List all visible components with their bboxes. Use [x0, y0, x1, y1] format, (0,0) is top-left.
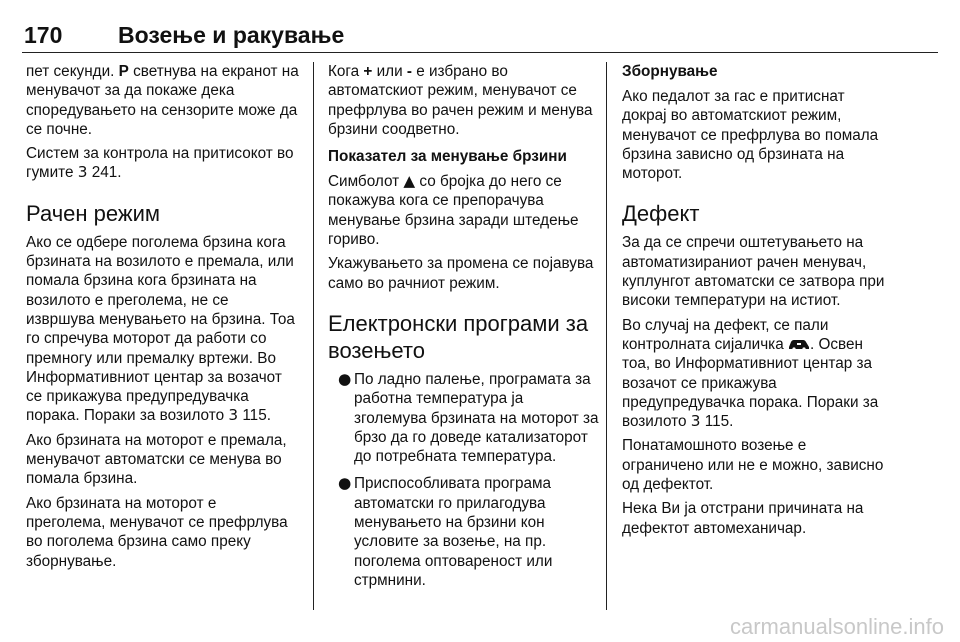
heading-manual-mode: Рачен режим — [26, 200, 161, 226]
page-reference-icon: 3 — [690, 412, 701, 431]
paragraph-indicator-note: Укажувањето за промена се појавува само во рачниот режим. — [328, 255, 594, 292]
bullet-icon: ● — [338, 369, 352, 388]
paragraph-plus-minus — [328, 62, 600, 139]
page-reference-link[interactable]: 241. — [91, 164, 122, 182]
text: или — [372, 63, 407, 80]
paragraph-kickdown: Ако педалот за гас е притиснат докрај во автоматскиот режим, менувачот се префрлува во помала брзина зависно од брзината на моторот. — [622, 88, 879, 183]
column-3 — [622, 62, 892, 543]
page-header — [22, 22, 938, 53]
car-wrench-warning-icon — [788, 337, 810, 350]
paragraph-limited-driving: Понатамошното возење е ограничено или не е можно, зависно од дефектот. — [622, 437, 884, 494]
paragraph-low-rpm: Ако брзината на моторот е премала, менувачот автоматски се менува во помала брзина. — [26, 431, 287, 488]
paragraph-gear-indicator — [328, 172, 600, 249]
heading-gear-indicator: Показател за менување брзини — [328, 148, 567, 166]
page-title: Возење и ракување — [118, 22, 345, 48]
paragraph-tyre-pressure — [26, 144, 300, 183]
page-reference-link[interactable]: 115. — [242, 407, 271, 425]
page-reference-icon: 3 — [77, 163, 88, 182]
list-item — [328, 474, 600, 590]
paragraph-manual-mode — [26, 233, 300, 426]
heading-driving-programs: Електронски програми за возењето — [328, 310, 589, 363]
plus-symbol: + — [363, 63, 373, 80]
text: Кога — [328, 63, 364, 80]
text: со бројка до него се покажува кога се препорачува менување брзина заради штедење гориво. — [328, 173, 579, 249]
list-item-text: Приспособливата програма автоматски го прилагодува менувањето на брзини кон условите за возење, на пр. поголема оптовареност или стрмнини. — [354, 475, 553, 589]
column-2 — [328, 62, 600, 598]
gear-p-letter: P — [118, 63, 129, 80]
watermark: carmanualsonline.info — [729, 614, 944, 639]
text: Ако се одбере поголема брзина кога брзината на возилото е премала, или помала брзина кога брзината на возилото е преголема, не се извршува менувањето на брзина. Тоа го спречува моторот да работи со премногу или премалку вртежи. Во Информативниот центар за возачот се прикажува предупредувачка порака. Пораки за возилото — [26, 233, 295, 425]
text: Симболот — [328, 173, 404, 191]
page-reference-link[interactable]: 115. — [704, 413, 734, 431]
text: Во случај на дефект, се пали контролната сијаличка — [622, 316, 829, 353]
paragraph-sensor-calibration — [26, 62, 300, 139]
bullet-icon: ● — [338, 474, 352, 493]
heading-fault: Дефект — [622, 201, 700, 227]
text: пет секунди. — [26, 63, 119, 80]
minus-symbol: - — [406, 63, 412, 80]
paragraph-clutch-protection: За да се спречи оштетувањето на автоматизираниот рачен менувач, куплунгот автоматски се затвора при високи температури на истиот. — [622, 234, 885, 310]
page-number: 170 — [24, 22, 63, 48]
text: Систем за контрола на притисокот во гумите — [26, 145, 294, 182]
text: е избрано во автоматскиот режим, менувачот се префрлува во рачен режим и менува брзини соодветно. — [328, 63, 593, 138]
column-1 — [26, 62, 300, 576]
text: светнува на екранот на менувачот за да покаже дека споредувањето на сензорите може да се почне. — [26, 63, 299, 138]
upshift-triangle-icon: ▲ — [403, 172, 416, 191]
page-reference-icon: 3 — [228, 406, 239, 425]
list-item-text: По ладно палење, програмата за работна температура ја зголемува брзината на моторот за брзо да го доведе катализаторот до потребната температура. — [354, 370, 599, 466]
list-item — [328, 370, 600, 466]
paragraph-workshop: Нека Ви ја отстрани причината на дефектот автомеханичар. — [622, 500, 864, 537]
paragraph-high-rpm: Ако брзината на моторот е преголема, менувачот се префрлува во поголема брзина само преку зборнување. — [26, 494, 288, 570]
paragraph-fault-warning — [622, 316, 892, 432]
heading-kickdown: Зборнување — [622, 63, 718, 80]
column-divider-2 — [606, 62, 607, 610]
column-divider-1 — [313, 62, 314, 610]
text: . Освен тоа, во Информативниот центар за возачот се прикажува предупредувачка порака. Пораки за возилото — [622, 335, 879, 431]
